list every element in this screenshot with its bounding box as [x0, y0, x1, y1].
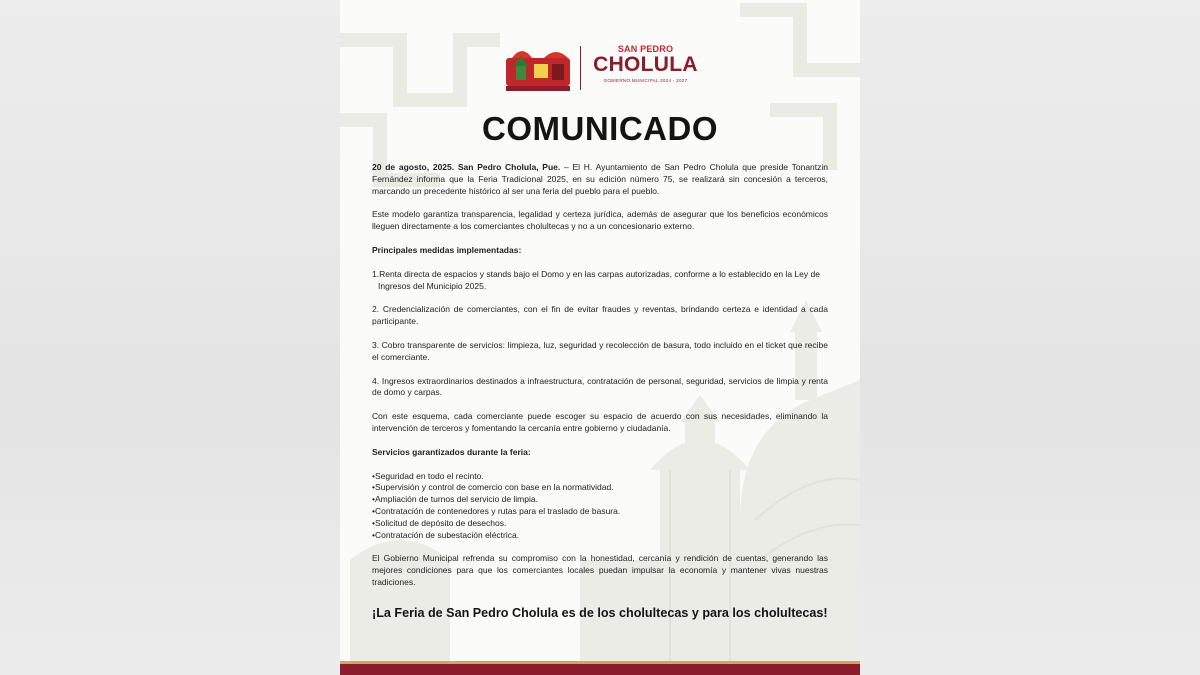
list-item: •Seguridad en todo el recinto.: [372, 470, 484, 481]
services-list: [372, 471, 828, 542]
paragraph-commitment: El Gobierno Municipal refrenda su compromiso con la honestidad, cercanía y rendición de cuentas, generando las mejores condiciones para que los comerciantes locales puedan impulsar la economía y mantener vivas nuestras tradiciones.: [372, 553, 828, 587]
municipal-logo: [500, 44, 700, 94]
measures-heading: Principales medidas implementadas:: [372, 244, 522, 255]
list-item: •Ampliación de turnos del servicio de limpia.: [372, 494, 538, 505]
blurred-background-right: [860, 0, 1200, 675]
press-release-page: [340, 0, 860, 675]
list-item: •Solicitud de depósito de desechos.: [372, 517, 507, 528]
measure-item-2: 2. Credencialización de comerciantes, con el fin de evitar fraudes y reventas, brindando certeza e identidad a cada participante.: [372, 304, 828, 327]
paragraph-scheme: Con este esquema, cada comerciante puede escoger su espacio de acuerdo con sus necesidades, eliminando la intervención de terceros y fomentando la cercanía entre gobierno y ciudadanía.: [372, 411, 828, 433]
paragraph-transparency: Este modelo garantiza transparencia, legalidad y certeza jurídica, además de asegurar que los beneficios económicos lleguen directamente a los comerciantes cholultecas y no a un concesionario externo.: [372, 209, 828, 232]
release-body: [372, 162, 828, 601]
footer-bar: [340, 661, 860, 675]
page-title: COMUNICADO: [482, 110, 718, 147]
list-item: •Contratación de contenedores y rutas para el traslado de basura.: [372, 505, 621, 516]
brand-sub-text: GOBIERNO MUNICIPAL 2024 - 2027: [603, 78, 688, 83]
measure-item-4: 4. Ingresos extraordinarios destinados a infraestructura, contratación de personal, seguridad, servicios de limpia y renta de domo y carpas.: [372, 375, 828, 398]
dateline: 20 de agosto, 2025. San Pedro Cholula, Pue.: [372, 162, 561, 172]
brand-wordmark: [588, 44, 703, 83]
brand-small-text: SAN PEDRO: [617, 44, 674, 54]
brand-big-text: CHOLULA: [593, 53, 698, 76]
list-item: •Supervisión y control de comercio con base en la normatividad.: [372, 482, 614, 493]
logo-divider: [580, 46, 581, 90]
measure-item-3: 3. Cobro transparente de servicios: limpieza, luz, seguridad y recolección de basura, todo incluido en el ticket que recibe el comerciante.: [372, 339, 828, 362]
list-item: •Contratación de subestación eléctrica.: [372, 529, 520, 540]
intro-text: – El H. Ayuntamiento de San Pedro Cholula que preside Tonantzin Fernández informa que la Feria Tradicional 2025, en su edición número 75, se realizará sin concesión a terceros, marcando un precedente histórico al ser una feria del pueblo para el pueblo.: [372, 162, 828, 196]
cholula-emblem-icon: [500, 44, 576, 94]
blurred-background-left: [0, 0, 340, 675]
closing-slogan: ¡La Feria de San Pedro Cholula es de los cholultecas y para los cholultecas!: [372, 606, 828, 620]
services-heading: Servicios garantizados durante la feria:: [372, 446, 531, 457]
intro-paragraph: [372, 162, 828, 197]
measure-item-1: 1.Renta directa de espacios y stands bajo el Domo y en las carpas autorizadas, conforme a lo establecido en la Ley de Ingresos del Municipio 2025.: [372, 268, 820, 291]
